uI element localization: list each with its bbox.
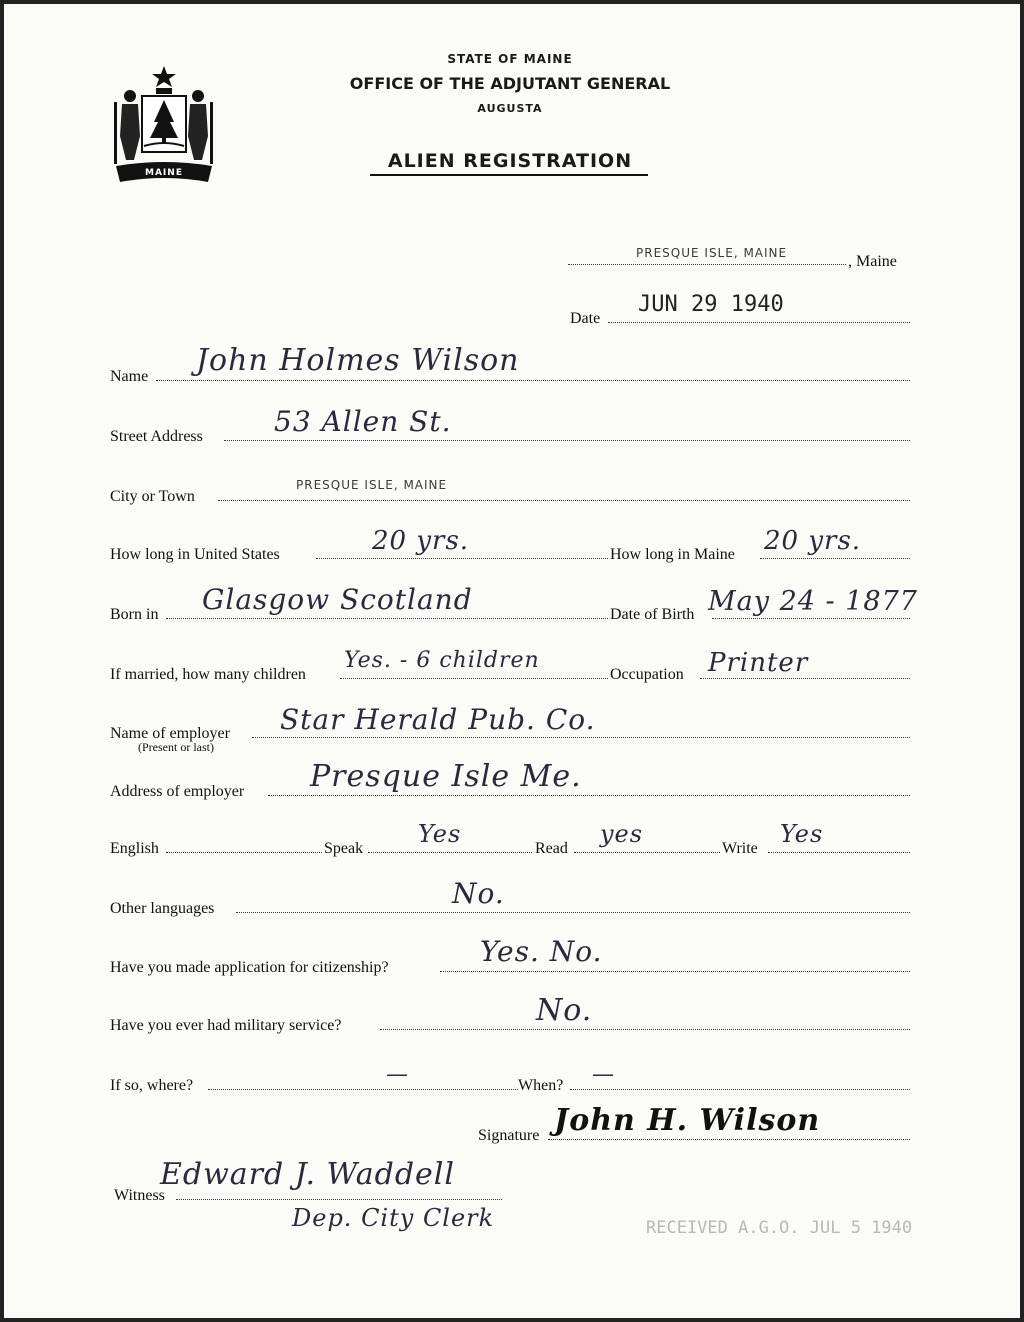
children-line <box>340 678 608 679</box>
read-label: Read <box>535 840 568 857</box>
citizenship-label: Have you made application for citizenship? <box>110 959 389 976</box>
received-stamp: RECEIVED A.G.O. JUL 5 1940 <box>646 1218 913 1238</box>
title-underline <box>370 174 648 176</box>
location-stamp: PRESQUE ISLE, MAINE <box>636 246 788 260</box>
write-label: Write <box>722 840 758 857</box>
us-time-line <box>316 558 608 559</box>
date-label: Date <box>570 310 601 327</box>
name-value: John Holmes Wilson <box>196 343 520 378</box>
scan-border-top <box>0 0 1024 4</box>
city-heading: AUGUSTA <box>477 102 543 115</box>
born-label: Born in <box>110 606 159 623</box>
military-line <box>380 1029 910 1030</box>
when-label: When? <box>518 1077 564 1094</box>
scan-border-left <box>0 0 4 1322</box>
military-label: Have you ever had military service? <box>110 1017 342 1034</box>
employer-address-line <box>268 795 910 796</box>
name-line <box>156 380 910 381</box>
military-value: No. <box>536 993 593 1028</box>
children-label: If married, how many children <box>110 666 306 683</box>
occupation-label: Occupation <box>610 666 684 683</box>
street-label: Street Address <box>110 428 203 445</box>
name-label: Name <box>110 368 149 385</box>
english-line <box>166 852 322 853</box>
location-suffix: , Maine <box>848 253 897 270</box>
witness-value: Edward J. Waddell <box>160 1157 455 1192</box>
date-line <box>608 322 910 323</box>
employer-line <box>252 737 910 738</box>
street-line <box>224 440 910 441</box>
other-languages-line <box>236 912 910 913</box>
maine-time-value: 20 yrs. <box>764 526 862 556</box>
citizenship-line <box>440 971 910 972</box>
other-languages-value: No. <box>452 877 505 910</box>
english-label: English <box>110 840 159 857</box>
maine-time-label: How long in Maine <box>610 546 735 563</box>
employer-sublabel: (Present or last) <box>138 740 214 754</box>
us-time-value: 20 yrs. <box>372 526 470 556</box>
signature-label: Signature <box>478 1127 540 1144</box>
occupation-value: Printer <box>708 648 809 678</box>
city-stamp: PRESQUE ISLE, MAINE <box>296 478 448 492</box>
children-value: Yes. - 6 children <box>344 648 540 673</box>
maine-time-line <box>760 558 910 559</box>
employer-address-label: Address of employer <box>110 783 245 800</box>
witness-title: Dep. City Clerk <box>292 1204 495 1232</box>
other-languages-label: Other languages <box>110 900 215 917</box>
born-value: Glasgow Scotland <box>202 583 473 616</box>
employer-value: Star Herald Pub. Co. <box>280 703 596 736</box>
occupation-line <box>700 678 910 679</box>
signature-value: John H. Wilson <box>554 1103 821 1138</box>
scan-border-bottom <box>0 1318 1024 1322</box>
us-time-label: How long in United States <box>110 546 280 563</box>
seal-label: MAINE <box>145 168 183 178</box>
speak-line <box>368 852 532 853</box>
read-value: yes <box>600 820 644 848</box>
witness-line <box>176 1199 502 1200</box>
dob-value: May 24 - 1877 <box>708 586 918 617</box>
dob-line <box>712 618 910 619</box>
speak-value: Yes <box>418 820 462 848</box>
form-title: ALIEN REGISTRATION <box>387 150 633 172</box>
where-label: If so, where? <box>110 1077 194 1094</box>
write-value: Yes <box>780 820 824 848</box>
where-value: — <box>386 1062 409 1087</box>
state-heading: STATE OF MAINE <box>447 52 573 66</box>
where-line <box>208 1089 518 1090</box>
dob-label: Date of Birth <box>610 606 695 623</box>
location-line <box>568 264 846 265</box>
street-value: 53 Allen St. <box>274 405 452 438</box>
state-seal <box>108 62 220 194</box>
write-line <box>768 852 910 853</box>
date-stamp: JUN 29 1940 <box>638 292 784 317</box>
citizenship-value: Yes. No. <box>480 935 603 968</box>
scan-border-right <box>1020 0 1024 1322</box>
born-line <box>166 618 608 619</box>
employer-address-value: Presque Isle Me. <box>310 759 582 794</box>
speak-label: Speak <box>324 840 364 857</box>
office-heading: OFFICE OF THE ADJUTANT GENERAL <box>349 74 671 93</box>
employer-label: Name of employer <box>110 725 230 742</box>
city-label: City or Town <box>110 488 195 505</box>
read-line <box>574 852 720 853</box>
signature-line <box>548 1139 910 1140</box>
witness-label: Witness <box>114 1187 165 1204</box>
city-line <box>218 500 910 501</box>
when-line <box>570 1089 910 1090</box>
when-value: — <box>592 1062 615 1087</box>
